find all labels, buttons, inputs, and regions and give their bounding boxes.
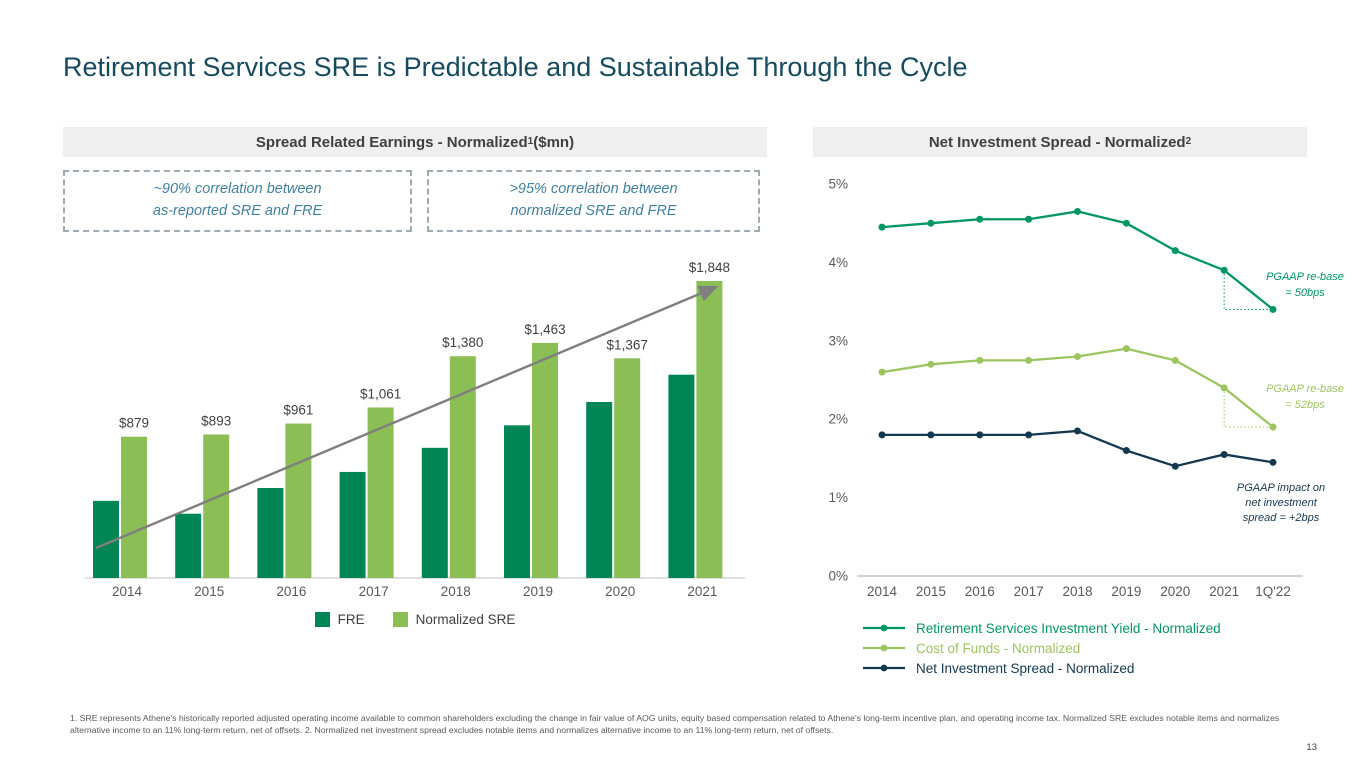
callout-line: normalized SRE and FRE <box>510 203 677 219</box>
pgaap-annotation: = 50bps <box>1285 287 1325 299</box>
right-chart-header-text: Net Investment Spread - Normalized <box>928 133 1186 151</box>
data-point <box>1221 451 1228 458</box>
bar-normalized-sre-2015 <box>203 434 229 578</box>
data-point <box>1270 459 1277 466</box>
bar-value-label: $1,061 <box>359 386 402 402</box>
page-title: Retirement Services SRE is Predictable and Sustainable Through the Cycle <box>63 52 968 82</box>
callout-line: >95% correlation between <box>509 181 678 198</box>
data-point <box>1123 345 1130 352</box>
bar-fre-2016 <box>257 488 283 578</box>
bar-fre-2019 <box>504 425 530 578</box>
x-axis-label: 2020 <box>1160 584 1191 599</box>
x-axis-label: 2021 <box>687 584 718 599</box>
series-line <box>882 431 1273 466</box>
bar-value-label: $961 <box>283 402 314 418</box>
bar-normalized-sre-2020 <box>614 358 640 578</box>
bar-fre-2021 <box>668 375 694 578</box>
legend-label: Cost of Funds - Normalized <box>916 640 1081 656</box>
bar-chart-legend <box>60 612 770 627</box>
y-axis-label: 5% <box>828 176 848 192</box>
x-axis-label: 2019 <box>522 584 554 599</box>
bar-value-label: $879 <box>118 415 150 431</box>
callout-line: ~90% correlation between <box>153 181 322 198</box>
legend-label: Normalized SRE <box>415 612 516 627</box>
data-point <box>1123 447 1130 454</box>
data-point <box>1270 424 1277 431</box>
left-chart-header: Spread Related Earnings - Normalized 1 ($mn) <box>63 127 767 157</box>
x-axis-label: 2014 <box>111 584 143 599</box>
data-point <box>1172 463 1179 470</box>
data-point <box>976 357 983 364</box>
line-chart-legend <box>862 618 1221 678</box>
data-point <box>927 361 934 368</box>
bar-normalized-sre-2016 <box>285 424 311 578</box>
data-point <box>1025 431 1032 438</box>
bar-value-label: $1,367 <box>606 337 648 353</box>
x-axis-label: 2019 <box>1111 584 1142 599</box>
page-number: 13 <box>1306 742 1317 753</box>
series-line <box>882 211 1273 309</box>
legend-item-investment-yield <box>862 618 1221 638</box>
x-axis-label: 2016 <box>276 584 307 599</box>
pgaap-annotation: = 52bps <box>1285 399 1325 411</box>
data-point <box>927 220 934 227</box>
legend-item-cost-of-funds <box>862 638 1221 658</box>
correlation-callout-normalized <box>427 170 760 232</box>
y-axis-label: 4% <box>828 254 848 270</box>
data-point <box>927 431 934 438</box>
data-point <box>879 224 886 231</box>
y-axis-label: 1% <box>828 490 848 506</box>
cost-line-sample-icon <box>862 642 906 654</box>
data-point <box>1221 384 1228 391</box>
legend-label: Net Investment Spread - Normalized <box>916 660 1135 676</box>
bar-normalized-sre-2021 <box>696 281 722 578</box>
x-axis-label: 2017 <box>358 584 389 599</box>
pgaap-annotation: PGAAP impact on <box>1236 482 1326 494</box>
yield-line-sample-icon <box>862 622 906 634</box>
legend-item-net-spread <box>862 658 1221 678</box>
data-point <box>1074 427 1081 434</box>
bar-fre-2017 <box>340 472 366 578</box>
legend-label: Retirement Services Investment Yield - Normalized <box>916 620 1221 636</box>
bar-value-label: $893 <box>201 413 232 429</box>
bar-value-label: $1,848 <box>688 260 731 275</box>
data-point <box>976 216 983 223</box>
spread-line-sample-icon <box>862 662 906 674</box>
legend-label: FRE <box>337 612 365 627</box>
data-point <box>1025 357 1032 364</box>
x-axis-label: 2015 <box>194 584 225 599</box>
data-point <box>879 369 886 376</box>
x-axis-label: 2016 <box>964 584 995 599</box>
pgaap-annotation: PGAAP re-base <box>1266 271 1344 283</box>
bar-fre-2018 <box>422 448 448 578</box>
x-axis-label: 2018 <box>1062 584 1093 599</box>
x-axis-label: 1Q'22 <box>1255 584 1291 599</box>
x-axis-label: 2021 <box>1209 584 1240 599</box>
data-point <box>1172 247 1179 254</box>
x-axis-label: 2015 <box>915 584 946 599</box>
bar-normalized-sre-2019 <box>532 343 558 578</box>
y-axis-label: 3% <box>828 333 848 349</box>
data-point <box>1270 306 1277 313</box>
series-line <box>882 349 1273 427</box>
left-chart-header-text: Spread Related Earnings - Normalized <box>255 133 528 151</box>
net-investment-spread-line-chart <box>810 165 1365 625</box>
x-axis-label: 2018 <box>440 584 471 599</box>
bar-normalized-sre-2014 <box>121 437 147 578</box>
y-axis-label: 0% <box>828 568 848 584</box>
bar-fre-2015 <box>175 514 201 578</box>
data-point <box>1172 357 1179 364</box>
callout-line: as-reported SRE and FRE <box>152 203 323 219</box>
data-point <box>1221 267 1228 274</box>
legend-item-normalized-sre <box>393 612 516 627</box>
pgaap-annotation: PGAAP re-base <box>1266 383 1344 395</box>
data-point <box>1123 220 1130 227</box>
bar-value-label: $1,463 <box>524 321 566 337</box>
sre-bar-chart <box>60 240 770 610</box>
footnote-text: 1. SRE represents Athene's historically reported adjusted operating income available to common shareholders excluding the change in fair value of AOG units, equity based compensation related to Athene's long-term incentive plan, and operating income tax. Normalized SRE excludes notable items and normalizes alternative income to an 11% long-term return, net of offsets. 2. Normalized net investment spread excludes notable items and normalizes alternative income to an 11% long-term return, net of offsets. <box>70 713 1280 736</box>
data-point <box>1074 353 1081 360</box>
right-chart-header: Net Investment Spread - Normalized 2 <box>813 127 1307 157</box>
data-point <box>879 431 886 438</box>
x-axis-label: 2017 <box>1013 584 1044 599</box>
y-axis-label: 2% <box>828 411 848 427</box>
pgaap-annotation: spread = +2bps <box>1242 512 1320 524</box>
fre-swatch <box>315 612 330 627</box>
normalized-sre-swatch <box>393 612 408 627</box>
data-point <box>1074 208 1081 215</box>
legend-item-fre <box>315 612 365 627</box>
left-chart-header-suffix: ($mn) <box>533 133 575 151</box>
data-point <box>976 431 983 438</box>
bar-value-label: $1,380 <box>442 335 484 351</box>
data-point <box>1025 216 1032 223</box>
x-axis-label: 2020 <box>605 584 636 599</box>
bar-fre-2020 <box>586 402 612 578</box>
pgaap-annotation: net investment <box>1245 497 1317 509</box>
x-axis-label: 2014 <box>866 584 898 599</box>
correlation-callout-as-reported <box>63 170 412 232</box>
